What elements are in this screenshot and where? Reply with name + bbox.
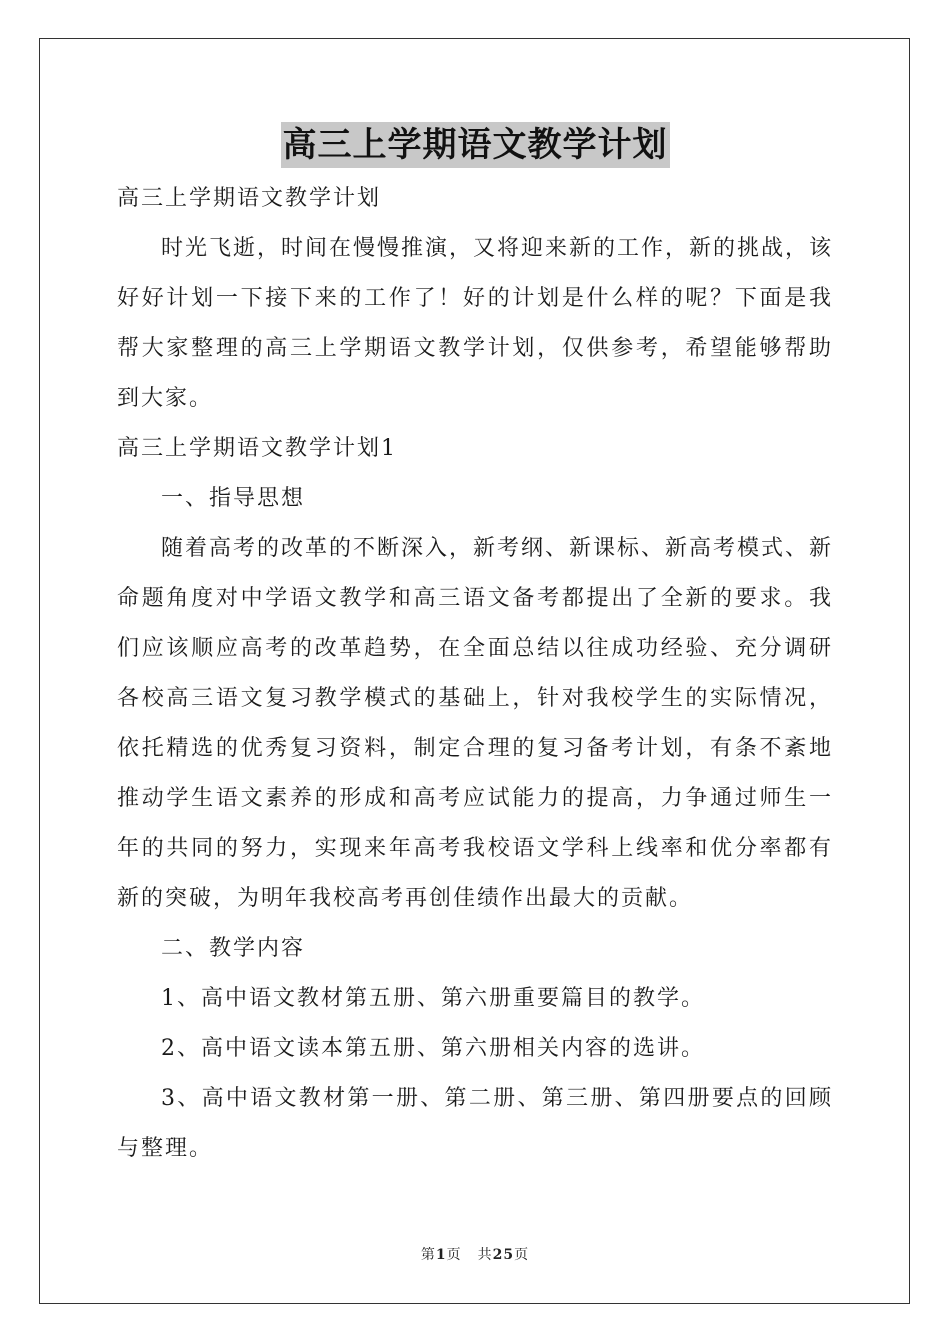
- body-heading: 高三上学期语文教学计划: [117, 186, 382, 211]
- section-heading-plan-1: 高三上学期语文教学计划1: [117, 436, 397, 461]
- subsection-heading-teaching-content: 二、教学内容: [161, 936, 306, 961]
- teaching-content-item-2: 2、高中语文读本第五册、第六册相关内容的选讲。: [161, 1036, 705, 1061]
- title-container: [0, 122, 950, 168]
- total-page-count: 25: [492, 1247, 515, 1263]
- total-prefix: 共: [477, 1247, 493, 1263]
- page-prefix: 第: [420, 1247, 436, 1263]
- current-page-number: 1: [435, 1247, 447, 1263]
- subsection-heading-guiding-ideology: 一、指导思想: [161, 486, 306, 511]
- page-footer: [0, 1244, 950, 1264]
- page-suffix: 页: [446, 1247, 462, 1263]
- document-body: [117, 174, 833, 1174]
- teaching-content-item-3: 3、高中语文教材第一册、第二册、第三册、第四册要点的回顾与整理。: [117, 1086, 833, 1161]
- guiding-ideology-paragraph: 随着高考的改革的不断深入，新考纲、新课标、新高考模式、新命题角度对中学语文教学和高三语文备考都提出了全新的要求。我们应该顺应高考的改革趋势，在全面总结以往成功经验、充分调研各校高三语文复习教学模式的基础上，针对我校学生的实际情况，依托精选的优秀复习资料，制定合理的复习备考计划，有条不紊地推动学生语文素养的形成和高考应试能力的提高，力争通过师生一年的共同的努力，实现来年高考我校语文学科上线率和优分率都有新的突破，为明年我校高考再创佳绩作出最大的贡献。: [117, 536, 834, 911]
- teaching-content-item-1: 1、高中语文教材第五册、第六册重要篇目的教学。: [161, 986, 705, 1011]
- total-suffix: 页: [514, 1247, 530, 1263]
- document-title: 高三上学期语文教学计划: [281, 122, 670, 168]
- intro-paragraph: 时光飞逝，时间在慢慢推演，又将迎来新的工作，新的挑战，该好好计划一下接下来的工作了！好的计划是什么样的呢？下面是我帮大家整理的高三上学期语文教学计划，仅供参考，希望能够帮助到大家。: [117, 236, 834, 411]
